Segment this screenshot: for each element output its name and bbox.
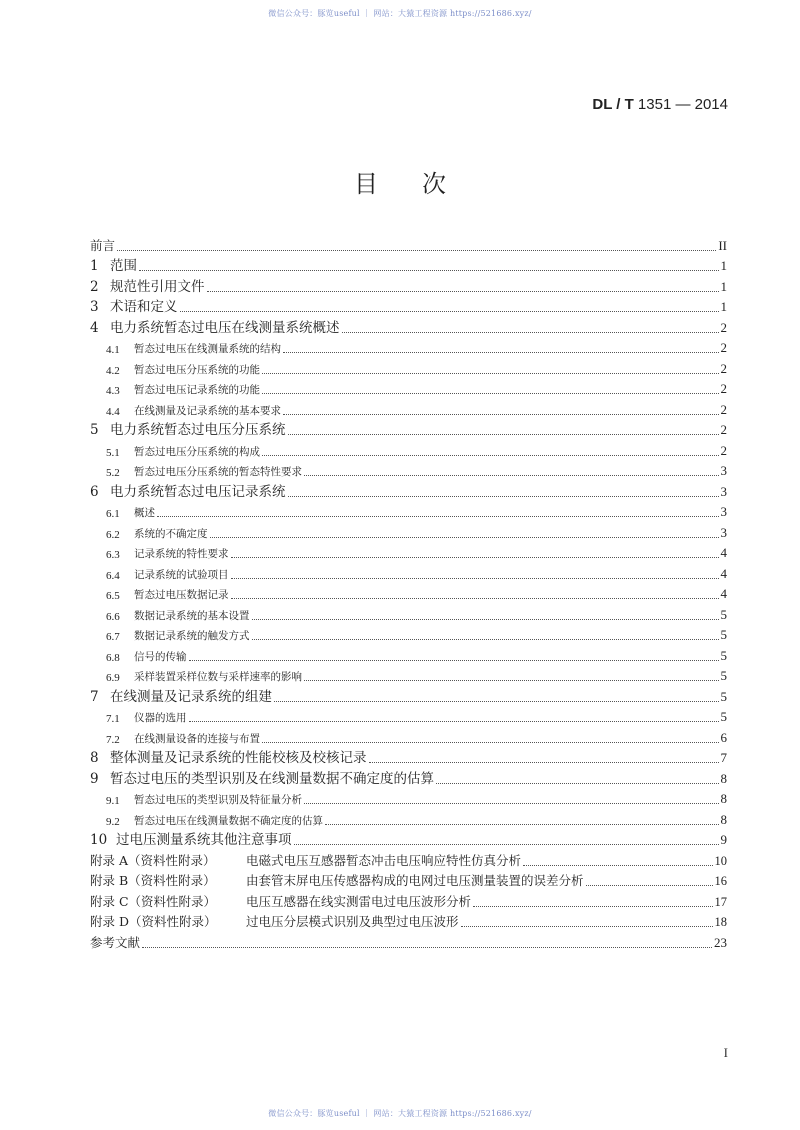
toc-num: 5: [90, 422, 99, 438]
toc-entry[interactable]: [90, 397, 727, 418]
dot-leader: [288, 433, 719, 435]
toc-page: 3: [720, 504, 727, 519]
toc-page: 5: [720, 709, 727, 724]
toc-entry[interactable]: [90, 541, 727, 562]
toc-page: 16: [714, 874, 727, 888]
standard-number: 1351 — 2014: [637, 96, 728, 113]
toc-label: 记录系统的试验项目: [134, 568, 229, 581]
toc-label: 数据记录系统的基本设置: [134, 609, 250, 622]
dot-leader: [252, 638, 719, 640]
dot-leader: [461, 925, 713, 927]
toc-page: 8: [720, 770, 727, 786]
toc-page: 5: [720, 627, 727, 642]
toc-entry[interactable]: [90, 766, 727, 787]
toc-page: 1: [720, 278, 727, 294]
toc-entry[interactable]: [90, 643, 727, 664]
toc-label: 在线测量设备的连接与布置: [134, 732, 260, 745]
watermark-bottom: 微信公众号：豚览useful ｜ 网站：大猿工程资源 https://521686.xyz/: [268, 1109, 532, 1118]
dot-leader: [342, 331, 719, 333]
toc-page: 9: [720, 832, 727, 847]
toc-num: 10: [90, 832, 108, 848]
toc-entry[interactable]: [90, 582, 727, 603]
toc-num: 4.2: [106, 364, 120, 377]
toc-label: 电力系统暂态过电压分压系统: [110, 422, 286, 438]
dot-leader: [436, 782, 719, 784]
toc-entry[interactable]: [90, 295, 727, 316]
dot-leader: [283, 413, 719, 415]
toc-label: 暂态过电压分压系统的构成: [134, 445, 260, 458]
dot-leader: [142, 946, 712, 948]
dot-leader: [117, 249, 716, 251]
toc-label: 暂态过电压的类型识别及在线测量数据不确定度的估算: [110, 770, 434, 787]
toc-entry[interactable]: [90, 807, 727, 828]
toc-label: 电磁式电压互感器暂态冲击电压响应特性仿真分析: [246, 852, 522, 868]
dot-leader: [231, 556, 719, 558]
toc-entry[interactable]: [90, 623, 727, 644]
dot-leader: [288, 495, 719, 497]
toc-num: 4.3: [106, 385, 120, 397]
page-number: I: [723, 1045, 728, 1060]
dot-leader: [304, 802, 719, 804]
toc-page: 5: [720, 647, 727, 663]
toc-num: 2: [90, 278, 99, 295]
dot-leader: [207, 290, 719, 292]
toc-entry[interactable]: [90, 336, 727, 357]
toc-page: 4: [720, 586, 727, 601]
toc-num: 5.1: [106, 446, 120, 459]
dot-leader: [586, 884, 713, 886]
toc-label: 暂态过电压记录系统的功能: [134, 384, 260, 396]
toc-label: 数据记录系统的触发方式: [134, 630, 250, 642]
dot-leader: [189, 659, 719, 661]
toc-label: 暂态过电压在线测量系统的结构: [134, 343, 281, 355]
dot-leader: [369, 761, 719, 763]
toc-entry[interactable]: [90, 746, 727, 767]
toc-num: 8: [90, 750, 99, 766]
toc-num: 6.2: [106, 528, 120, 541]
toc-entry[interactable]: [90, 500, 727, 521]
toc-page: 5: [720, 688, 727, 704]
toc-num: 6.9: [106, 672, 120, 684]
toc-label: 术语和定义: [110, 299, 178, 315]
toc-title: 目次: [354, 170, 490, 198]
toc-label: 信号的传输: [134, 650, 187, 663]
toc-label: 暂态过电压在线测量数据不确定度的估算: [134, 814, 323, 827]
annex-num: 附录 D（资料性附录）: [90, 914, 217, 929]
toc-page: 17: [714, 894, 727, 909]
toc-annex-b[interactable]: [90, 869, 727, 890]
toc-label: 记录系统的特性要求: [134, 548, 229, 560]
dot-leader: [523, 864, 712, 866]
toc-label: 电力系统暂态过电压在线测量系统概述: [110, 319, 340, 336]
toc-label: 规范性引用文件: [110, 278, 205, 295]
toc-num: 9.2: [106, 815, 120, 828]
toc-entry[interactable]: [90, 254, 727, 275]
toc-page: II: [718, 237, 727, 253]
toc-num: 9.1: [106, 795, 120, 807]
toc-annex-d[interactable]: [90, 910, 727, 931]
dot-leader: [262, 741, 719, 743]
dot-leader: [231, 577, 719, 579]
toc-entry-foreword[interactable]: [90, 233, 727, 254]
toc-num: 4: [90, 319, 99, 336]
toc-entry[interactable]: [90, 725, 727, 746]
toc-label: 暂态过电压分压系统的暂态特性要求: [134, 466, 302, 478]
toc-entry[interactable]: [90, 274, 727, 295]
dot-leader: [262, 454, 719, 456]
toc-label: 暂态过电压分压系统的功能: [134, 363, 260, 376]
toc-entry[interactable]: [90, 561, 727, 582]
toc-num: 6.7: [106, 631, 120, 643]
toc-label: 暂态过电压数据记录: [134, 589, 229, 601]
dot-leader: [189, 720, 719, 722]
toc-page: 10: [714, 853, 727, 868]
toc-num: 1: [90, 258, 99, 274]
dot-leader: [325, 823, 719, 825]
toc-page: 2: [720, 340, 727, 355]
toc-label: 过电压测量系统其他注意事项: [116, 832, 292, 848]
toc-num: 5.2: [106, 467, 120, 479]
toc-annex-c[interactable]: [90, 889, 727, 910]
toc-page: 7: [720, 750, 727, 765]
toc-entry[interactable]: [90, 377, 727, 398]
toc-num: 6.6: [106, 610, 120, 623]
toc-page: 5: [720, 606, 727, 622]
toc-label: 前言: [90, 237, 116, 253]
toc-entry[interactable]: [90, 684, 727, 705]
dot-leader: [231, 597, 719, 599]
toc-label: 由套管末屏电压传感器构成的电网过电压测量装置的误差分析: [246, 873, 584, 888]
toc-label: 电力系统暂态过电压记录系统: [110, 483, 286, 500]
toc-page: 2: [720, 319, 727, 335]
toc-label: 过电压分层模式识别及典型过电压波形: [246, 914, 459, 929]
table-of-contents: [90, 233, 727, 951]
toc-label: 在线测量及记录系统的组建: [110, 688, 272, 705]
toc-entry[interactable]: [90, 602, 727, 623]
toc-page: 1: [720, 258, 727, 273]
toc-entry[interactable]: [90, 459, 727, 480]
watermark-top: 微信公众号：豚览useful ｜ 网站：大猿工程资源 https://521686.xyz/: [268, 9, 532, 18]
toc-page: 3: [720, 483, 727, 499]
toc-label: 范围: [110, 258, 137, 274]
toc-page: 2: [720, 401, 727, 417]
toc-label: 采样装置采样位数与采样速率的影响: [134, 671, 302, 683]
dot-leader: [283, 351, 719, 353]
dot-leader: [139, 269, 719, 271]
toc-page: 8: [720, 791, 727, 806]
dot-leader: [304, 679, 719, 681]
toc-label: 参考文献: [90, 934, 141, 950]
toc-num: 4.4: [106, 405, 120, 418]
dot-leader: [304, 474, 719, 476]
toc-page: 2: [720, 360, 727, 376]
toc-num: 7.1: [106, 713, 120, 725]
toc-label: 系统的不确定度: [134, 527, 208, 540]
toc-label: 电压互感器在线实测雷电过电压波形分析: [246, 893, 472, 909]
toc-page: 3: [720, 524, 727, 540]
toc-num: 7: [90, 688, 99, 705]
toc-num: 6.8: [106, 651, 120, 664]
toc-page: 3: [720, 463, 727, 478]
dot-leader: [157, 515, 719, 517]
toc-entry[interactable]: [90, 418, 727, 439]
toc-entry-references[interactable]: [90, 930, 727, 951]
toc-annex-a[interactable]: [90, 848, 727, 869]
toc-entry[interactable]: [90, 705, 727, 726]
toc-num: 6: [90, 483, 99, 500]
annex-num: 附录 C（资料性附录）: [90, 893, 217, 909]
toc-label: 整体测量及记录系统的性能校核及校核记录: [110, 750, 367, 766]
toc-entry[interactable]: [90, 356, 727, 377]
dot-leader: [274, 700, 719, 702]
toc-entry[interactable]: [90, 787, 727, 808]
toc-num: 6.4: [106, 569, 120, 582]
toc-label: 概述: [134, 507, 155, 519]
toc-entry[interactable]: [90, 479, 727, 500]
dot-leader: [262, 372, 719, 374]
toc-num: 4.1: [106, 344, 120, 356]
toc-label: 在线测量及记录系统的基本要求: [134, 404, 281, 417]
toc-entry[interactable]: [90, 438, 727, 459]
toc-page: 23: [714, 934, 727, 950]
toc-label: 仪器的选用: [134, 712, 187, 724]
toc-num: 6.5: [106, 590, 120, 602]
annex-num: 附录 B（资料性附录）: [90, 873, 216, 888]
toc-page: 5: [720, 668, 727, 683]
toc-num: 3: [90, 299, 99, 315]
dot-leader: [262, 392, 719, 394]
toc-page: 1: [720, 299, 727, 314]
toc-label: 暂态过电压的类型识别及特征量分析: [134, 794, 302, 806]
toc-page: 4: [720, 545, 727, 560]
dot-leader: [252, 618, 719, 620]
toc-page: 6: [720, 729, 727, 745]
toc-entry[interactable]: [90, 520, 727, 541]
toc-page: 4: [720, 565, 727, 581]
toc-page: 2: [720, 381, 727, 396]
annex-num: 附录 A（资料性附录）: [90, 852, 216, 868]
dot-leader: [210, 536, 719, 538]
standard-prefix: DL / T: [592, 96, 634, 113]
toc-page: 2: [720, 442, 727, 458]
dot-leader: [180, 310, 719, 312]
toc-num: 6.1: [106, 508, 120, 520]
toc-entry[interactable]: [90, 315, 727, 336]
toc-page: 18: [714, 915, 727, 929]
toc-page: 2: [720, 422, 727, 437]
toc-num: 9: [90, 770, 99, 787]
toc-entry[interactable]: [90, 828, 727, 849]
toc-num: 7.2: [106, 733, 120, 746]
standard-code: [592, 96, 728, 113]
toc-page: 8: [720, 811, 727, 827]
toc-entry[interactable]: [90, 664, 727, 685]
dot-leader: [294, 843, 719, 845]
toc-num: 6.3: [106, 549, 120, 561]
dot-leader: [473, 905, 712, 907]
